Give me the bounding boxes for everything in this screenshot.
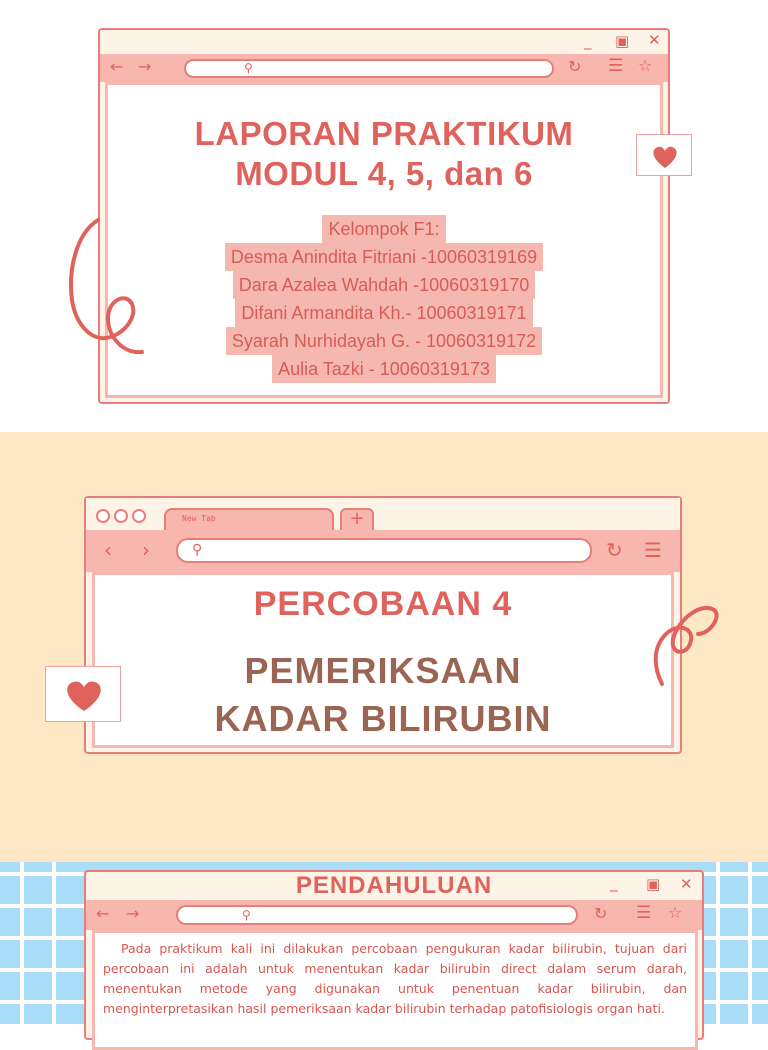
maximize-icon[interactable]: ▣ bbox=[615, 32, 630, 50]
menu-icon[interactable]: ☰ bbox=[636, 903, 652, 923]
address-bar[interactable] bbox=[176, 905, 578, 925]
grid-line bbox=[0, 422, 768, 426]
tab-label: New Tab bbox=[182, 514, 216, 523]
address-bar[interactable] bbox=[176, 538, 592, 563]
introduction-content bbox=[92, 930, 698, 1050]
report-title-line2: MODUL 4, 5, dan 6 bbox=[235, 155, 533, 192]
search-icon: ⚲ bbox=[244, 61, 253, 75]
menu-icon[interactable]: ☰ bbox=[644, 538, 662, 562]
close-icon[interactable]: ✕ bbox=[680, 875, 693, 893]
introduction-paragraph: Pada praktikum kali ini dilakukan percobaan pengukuran kadar bilirubin, tujuan dari percobaan ini adalah untuk menentukan kadar bilirubin direct dalam serum darah, menentukan metode yang digunakan untuk penentuan kadar bilirubin, dan menginterpretasikan hasil pemeriksaan kadar bilirubin terhadap patofisiologis organ hati. bbox=[103, 941, 687, 1016]
search-icon: ⚲ bbox=[192, 542, 203, 558]
back-arrow-icon[interactable]: ‹ bbox=[104, 538, 112, 562]
toolbar bbox=[86, 530, 680, 572]
browser-window-experiment bbox=[84, 496, 682, 754]
group-label: Kelompok F1: bbox=[322, 215, 445, 243]
window-dot-2[interactable] bbox=[114, 509, 128, 523]
browser-window-cover bbox=[98, 28, 670, 404]
window-dot-3[interactable] bbox=[132, 509, 146, 523]
close-icon[interactable]: ✕ bbox=[648, 31, 661, 49]
maximize-icon[interactable]: ▣ bbox=[646, 875, 661, 893]
window-dot-1[interactable] bbox=[96, 509, 110, 523]
address-bar[interactable] bbox=[184, 59, 554, 78]
heart-card bbox=[45, 666, 121, 722]
cover-content bbox=[105, 82, 663, 398]
grid-line bbox=[0, 0, 768, 4]
experiment-content bbox=[92, 572, 674, 748]
introduction-title: PENDAHULUAN bbox=[295, 872, 493, 899]
member-4: Syarah Nurhidayah G. - 10060319172 bbox=[226, 327, 542, 355]
heart-icon bbox=[637, 135, 693, 177]
squiggle-decoration bbox=[640, 588, 720, 692]
search-icon: ⚲ bbox=[242, 908, 251, 922]
report-title-line1: LAPORAN PRAKTIKUM bbox=[194, 115, 574, 152]
new-tab-button[interactable]: + bbox=[340, 508, 374, 530]
star-icon[interactable]: ☆ bbox=[638, 56, 653, 75]
menu-icon[interactable]: ☰ bbox=[608, 56, 624, 76]
minimize-icon[interactable]: _ bbox=[584, 32, 592, 50]
member-5: Aulia Tazki - 10060319173 bbox=[272, 355, 496, 383]
back-arrow-icon[interactable]: ← bbox=[96, 904, 110, 923]
tab-strip bbox=[86, 498, 680, 530]
forward-arrow-icon[interactable]: › bbox=[142, 538, 150, 562]
minimize-icon[interactable]: _ bbox=[610, 874, 618, 892]
experiment-subtitle-line1: PEMERIKSAAN bbox=[244, 650, 522, 691]
experiment-title: PERCOBAAN 4 bbox=[253, 585, 513, 623]
heart-icon bbox=[46, 667, 122, 723]
member-1: Desma Anindita Fitriani -10060319169 bbox=[225, 243, 543, 271]
tab-new-tab[interactable] bbox=[164, 508, 334, 532]
forward-arrow-icon[interactable]: → bbox=[138, 57, 152, 76]
toolbar bbox=[100, 54, 668, 82]
squiggle-decoration bbox=[62, 214, 146, 360]
experiment-subtitle bbox=[95, 647, 671, 743]
group-members bbox=[108, 215, 660, 383]
toolbar bbox=[86, 900, 702, 930]
forward-arrow-icon[interactable]: → bbox=[126, 904, 140, 923]
refresh-icon[interactable]: ↻ bbox=[606, 538, 623, 562]
star-icon[interactable]: ☆ bbox=[668, 903, 683, 922]
refresh-icon[interactable]: ↻ bbox=[594, 904, 608, 923]
heart-card bbox=[636, 134, 692, 176]
member-2: Dara Azalea Wahdah -10060319170 bbox=[233, 271, 536, 299]
refresh-icon[interactable]: ↻ bbox=[568, 57, 582, 76]
back-arrow-icon[interactable]: ← bbox=[110, 57, 124, 76]
browser-window-introduction bbox=[84, 870, 704, 1040]
member-3: Difani Armandita Kh.- 10060319171 bbox=[235, 299, 532, 327]
experiment-subtitle-line2: KADAR BILIRUBIN bbox=[214, 698, 552, 739]
